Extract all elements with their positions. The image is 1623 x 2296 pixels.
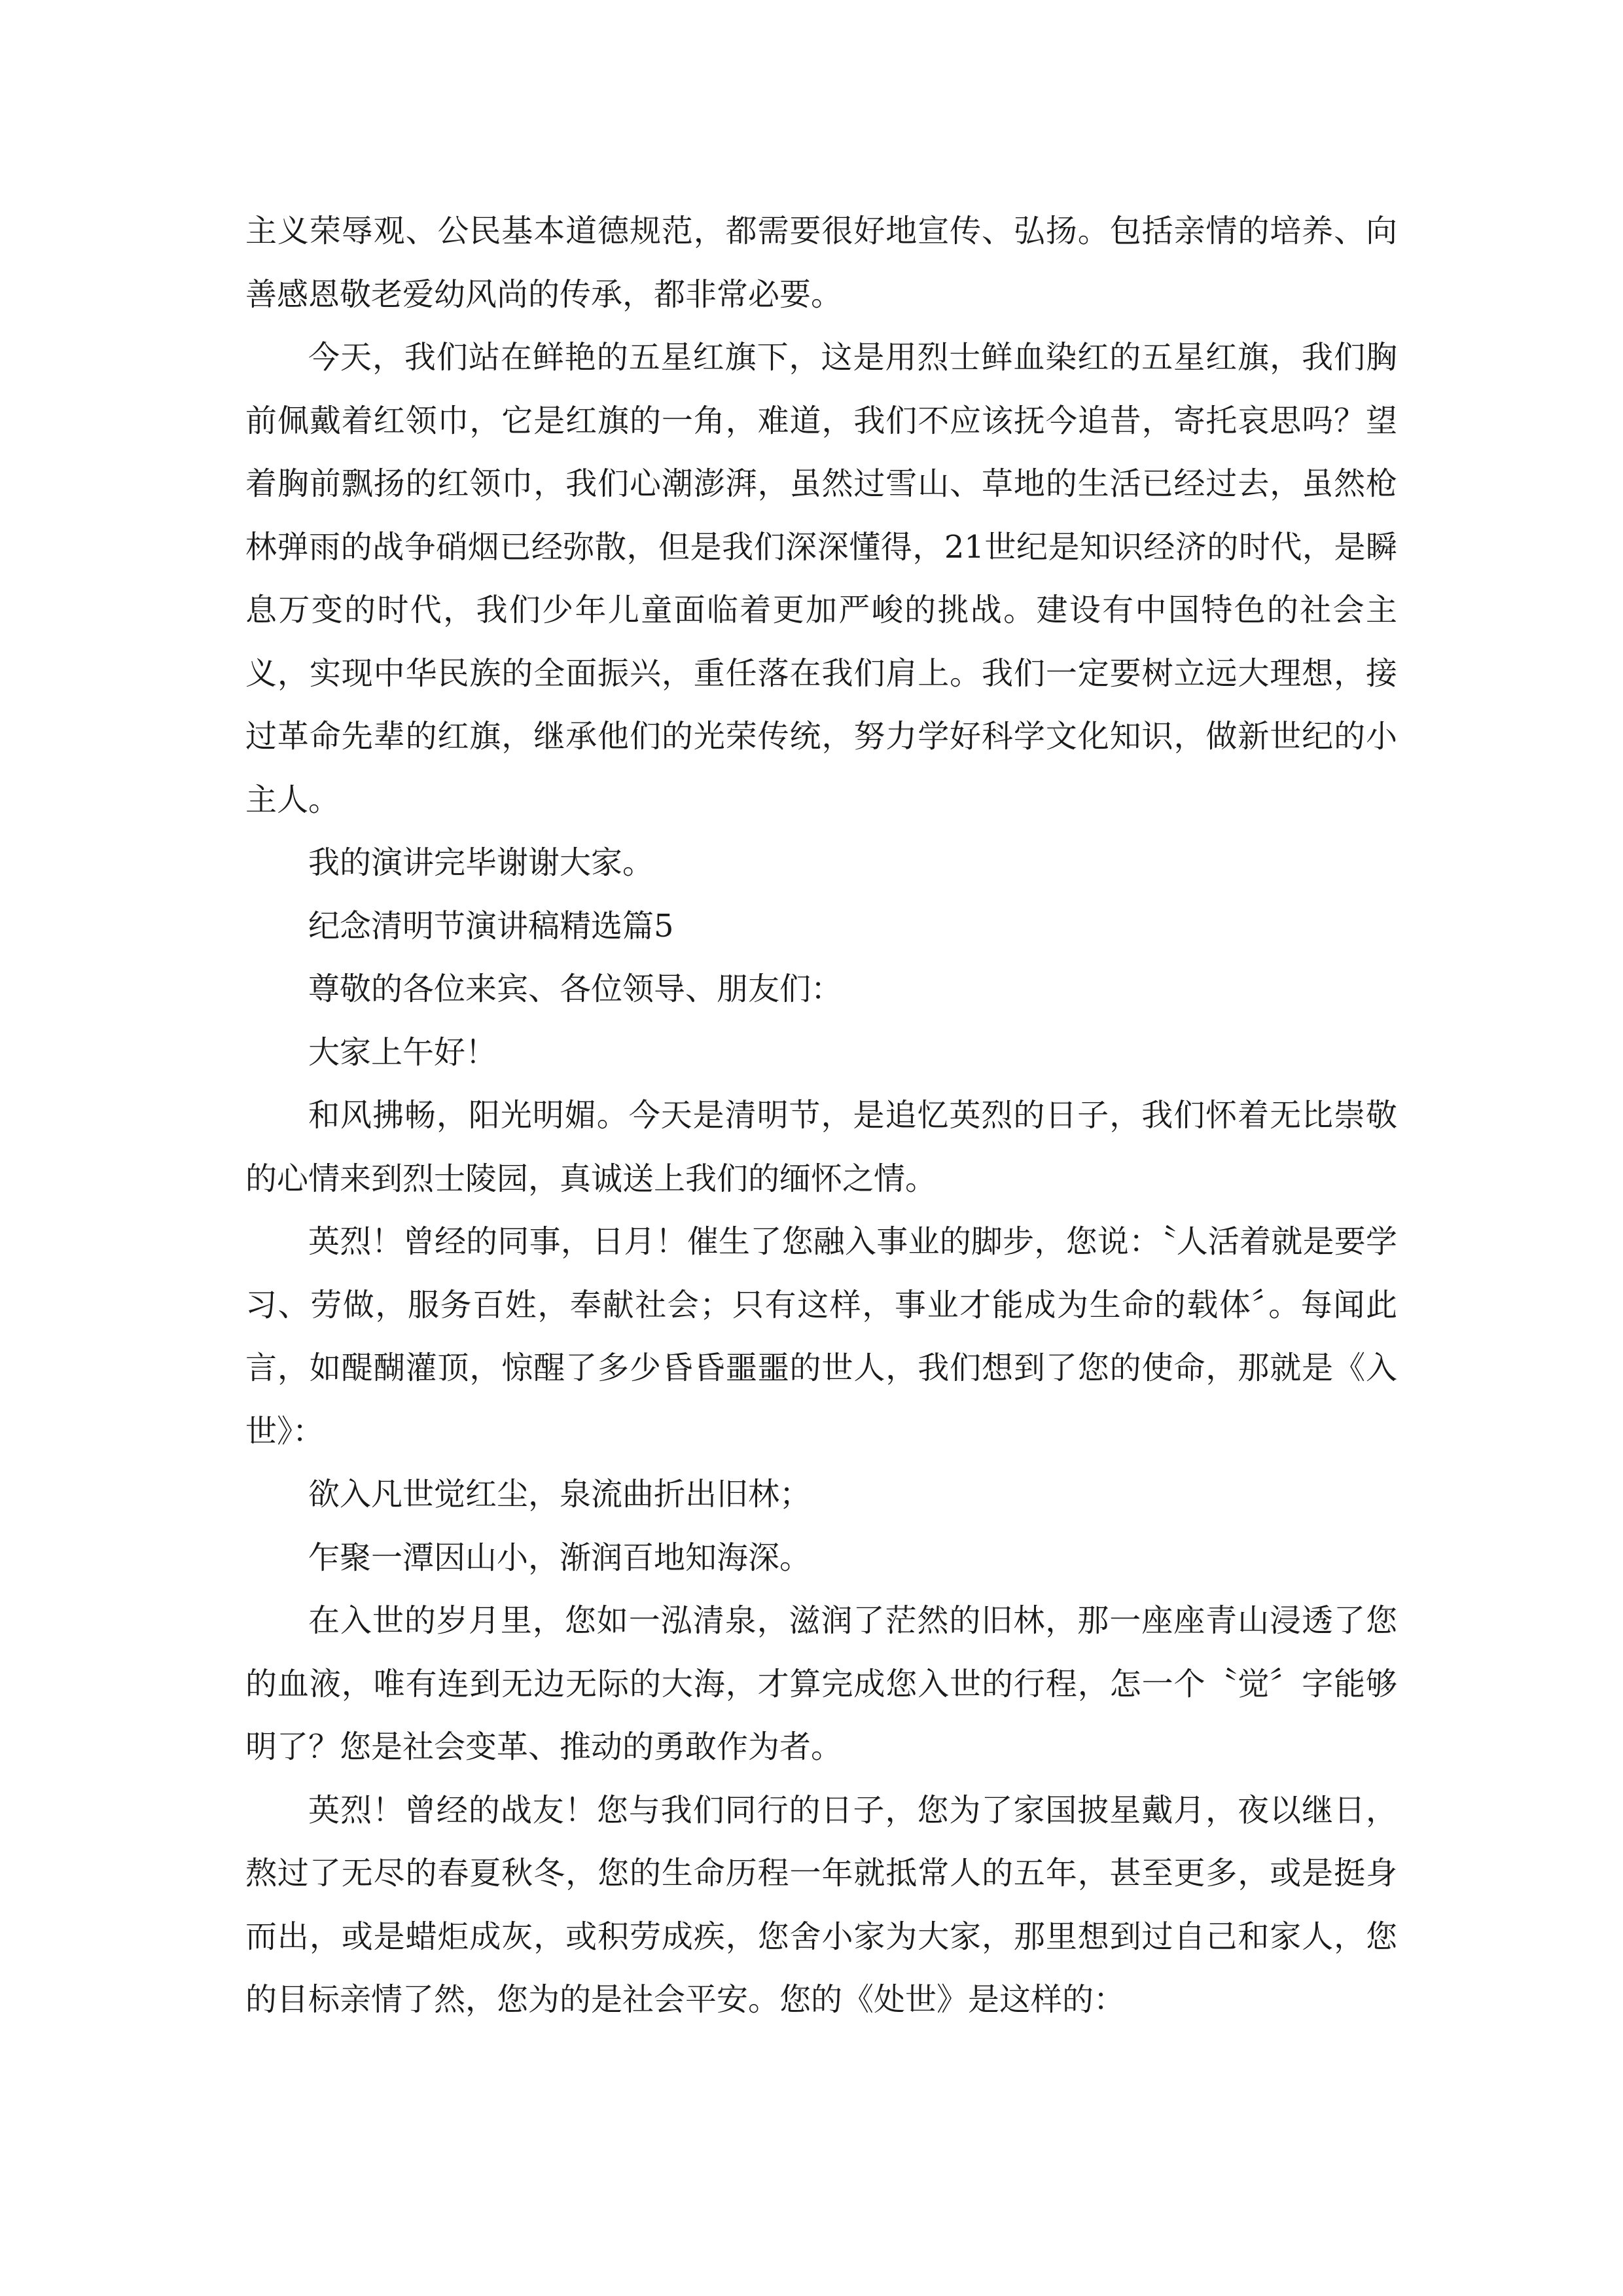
paragraph: 英烈！曾经的战友！您与我们同行的日子，您为了家国披星戴月，夜以继日，熬过了无尽的春夏秋冬，您的生命历程一年就抵常人的五年，甚至更多，或是挺身而出，或是蜡炬成灰，或积劳成疾，您舍小家为大家，那里想到过自己和家人，您的目标亲情了然，您为的是社会平安。您的《处世》是这样的：: [245, 1791, 1397, 2018]
paragraph: 在入世的岁月里，您如一泓清泉，滋润了茫然的旧林，那一座座青山浸透了您的血液，唯有连到无边无际的大海，才算完成您入世的行程，怎一个〝觉〞字能够明了？您是社会变革、推动的勇敢作为者。: [245, 1602, 1397, 1765]
paragraph: 我的演讲完毕谢谢大家。: [308, 844, 654, 881]
greeting: 大家上午好！: [308, 1033, 497, 1071]
salutation: 尊敬的各位来宾、各位领导、朋友们：: [308, 971, 843, 1007]
paragraph: 英烈！曾经的同事，日月！催生了您融入事业的脚步，您说：〝人活着就是要学习、劳做，服务百姓，奉献社会；只有这样，事业才能成为生命的载体〞。每闻此言，如醍醐灌顶，惊醒了多少昏昏噩噩的世人，我们想到了您的使命，那就是《入世》：: [245, 1223, 1397, 1450]
poem-line: 乍聚一潭因山小，渐润百地知海深。: [308, 1539, 812, 1576]
paragraph: 今天，我们站在鲜艳的五星红旗下，这是用烈士鲜血染红的五星红旗，我们胸前佩戴着红领巾，它是红旗的一角，难道，我们不应该抚今追昔，寄托哀思吗？望着胸前飘扬的红领巾，我们心潮澎湃，虽然过雪山、草地的生活已经过去，虽然枪林弹雨的战争硝烟已经弥散，但是我们深深懂得，21世纪是知识经济的时代，是瞬息万变的时代，我们少年儿童面临着更加严峻的挑战。建设有中国特色的社会主义，实现中华民族的全面振兴，重任落在我们肩上。我们一定要树立远大理想，接过革命先辈的红旗，继承他们的光荣传统，努力学好科学文化知识，做新世纪的小主人。: [245, 339, 1397, 818]
paragraph-continued: 主义荣辱观、公民基本道德规范，都需要很好地宣传、弘扬。包括亲情的培养、向善感恩敬老爱幼风尚的传承，都非常必要。: [245, 213, 1397, 313]
document-body: [245, 200, 1397, 2032]
paragraph: 和风拂畅，阳光明媚。今天是清明节，是追忆英烈的日子，我们怀着无比崇敬的心情来到烈士陵园，真诚送上我们的缅怀之情。: [245, 1097, 1397, 1197]
poem-line: 欲入凡世觉红尘，泉流曲折出旧林；: [308, 1476, 812, 1513]
section-heading: 纪念清明节演讲稿精选篇5: [308, 907, 674, 944]
